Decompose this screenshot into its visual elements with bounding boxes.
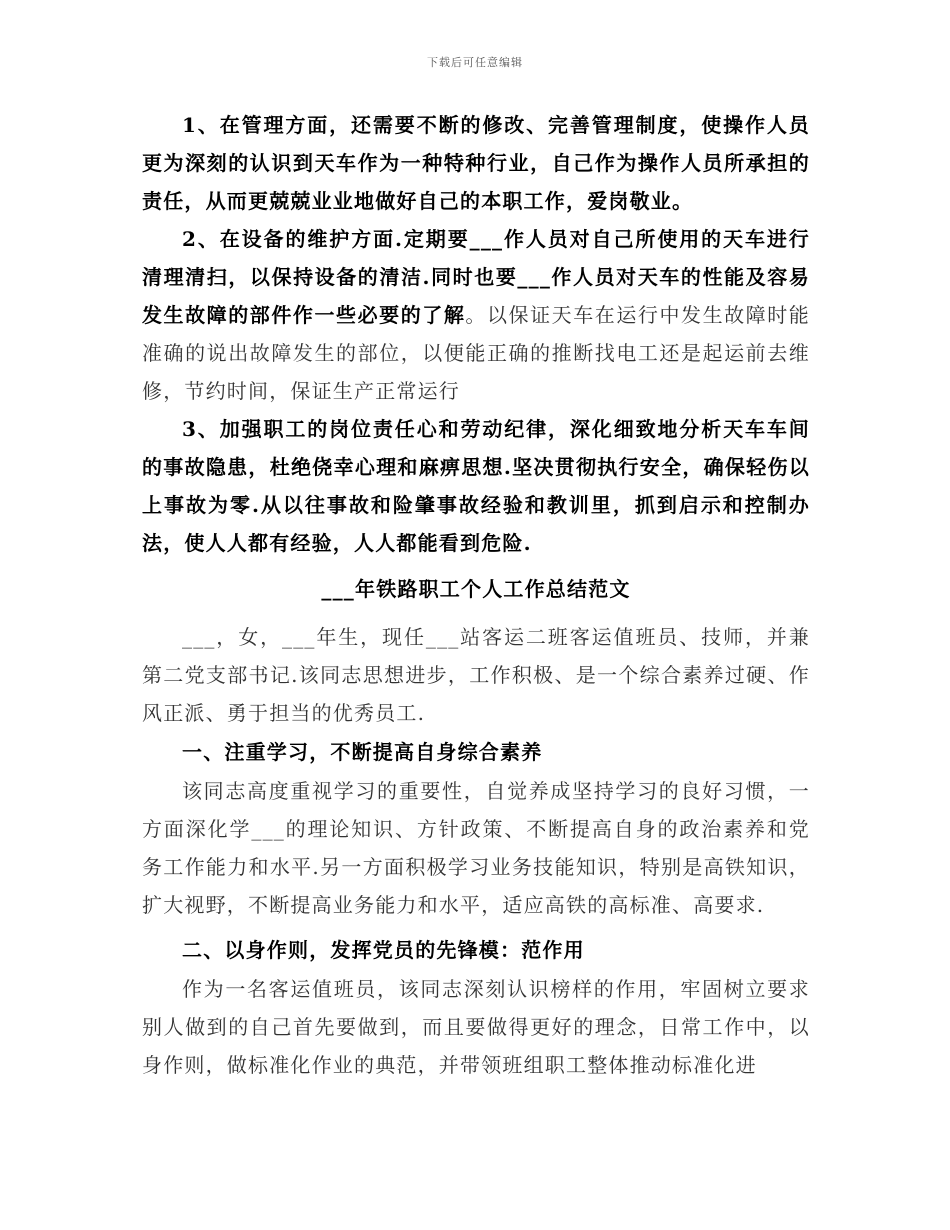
paragraph-example: 作为一名客运值班员，该同志深刻认识榜样的作用，牢固树立要求别人做到的自己首先要做到，而且要做得更好的理念，日常工作中，以身作则，做标准化作业的典范，并带领班组职工整体推动标准化进 — [142, 977, 810, 1077]
paragraph-equipment-bold: 2、在设备的维护方面.定期要___作人员对自己所使用的天车进行清理清扫，以保持设备的清洁.同时也要___作人员对天车的性能及容易发生故障的部件作一些必要的了解 — [142, 227, 810, 327]
paragraph-equipment — [142, 220, 810, 410]
section-heading-example: 二、以身作则，发挥党员的先锋模：范作用 — [182, 938, 585, 962]
paragraph-study: 该同志高度重视学习的重要性，自觉养成坚持学习的良好习惯，一方面深化学___的理论知识、方针政策、不断提高自身的政治素养和党务工作能力和水平.另一方面积极学习业务技能知识，特别是高铁知识，扩大视野，不断提高业务能力和水平，适应高铁的高标准、高要求. — [142, 779, 810, 917]
document-body — [142, 106, 810, 1084]
article-title: ___年铁路职工个人工作总结范文 — [321, 577, 631, 601]
paragraph-management: 1、在管理方面，还需要不断的修改、完善管理制度，使操作人员更为深刻的认识到天车作为一种特种行业，自己作为操作人员所承担的责任，从而更兢兢业业地做好自己的本职工作，爱岗敬业。 — [142, 113, 810, 213]
paragraph-discipline: 3、加强职工的岗位责任心和劳动纪律，深化细致地分析天车车间的事故隐患，杜绝侥幸心理和麻痹思想.坚决贯彻执行安全，确保轻伤以上事故为零.从以往事故和险肇事故经验和教训里，抓到启示和控制办法，使人人都有经验，人人都能看到危险. — [142, 417, 810, 555]
page-header: 下载后可任意编辑 — [427, 56, 523, 69]
paragraph-equipment-rest: 。以保证天车在运行中发生故障时能准确的说出故障发生的部位，以便能正确的推断找电工还是起运前去维修，节约时间，保证生产正常运行 — [142, 303, 811, 403]
paragraph-intro: ___，女，___年生，现任___站客运二班客运值班员、技师，并兼第二党支部书记.该同志思想进步，工作积极、是一个综合素养过硬、作风正派、勇于担当的优秀员工. — [142, 625, 810, 725]
section-heading-study: 一、注重学习，不断提高自身综合素养 — [182, 740, 543, 764]
